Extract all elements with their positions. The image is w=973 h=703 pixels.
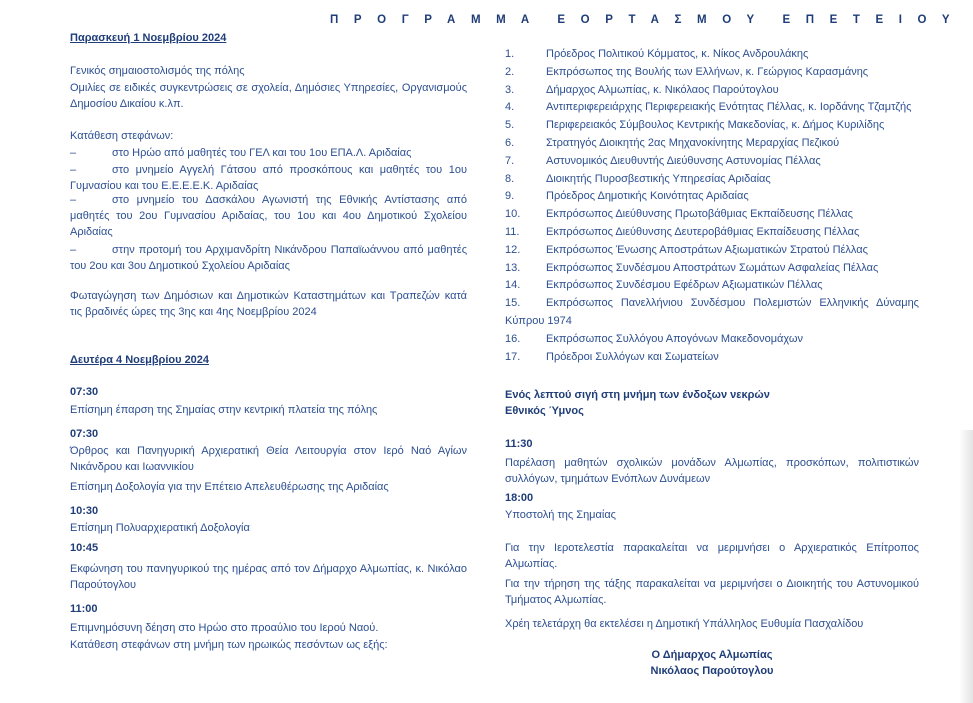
list-text: Δήμαρχος Αλμωπίας, κ. Νικόλαος Παρούτογλου	[546, 83, 779, 96]
wreath-list-item	[505, 135, 919, 153]
event-time: 18:00	[505, 492, 534, 504]
note: Για την Ιεροτελεστία παρακαλείται να μεριμνήσει ο Αρχιερατικός Επίτροπος Αλμωπίας.	[505, 542, 919, 570]
wreath-list-item	[505, 153, 919, 171]
event-text: Επίσημη έπαρση της Σημαίας στην κεντρική πλατεία της πόλης	[70, 404, 378, 416]
list-number: 8.	[505, 172, 515, 185]
wreath-list-item	[505, 99, 919, 117]
list-number: 5.	[505, 119, 515, 132]
list-number: 4.	[505, 101, 515, 114]
dash: –	[70, 164, 77, 176]
wreath-list-item	[505, 224, 919, 242]
list-number: 14.	[505, 279, 521, 292]
wreath-list-item	[505, 188, 919, 206]
wreaths-title: Κατάθεση στεφάνων:	[70, 130, 174, 142]
list-text: Εκπρόσωπος Συνδέσμου Εφέδρων Αξιωματικών Πέλλας	[546, 279, 823, 292]
silence-text: Ενός λεπτού σιγή στη μνήμη των ένδοξων νεκρών	[505, 389, 770, 401]
list-number: 1.	[505, 48, 515, 60]
dash: –	[70, 244, 77, 256]
list-text: Πρόεδρος Δημοτικής Κοινότητας Αριδαίας	[546, 190, 749, 203]
title-word-3: Ε Π Ε Τ Ε Ι Ο Υ	[782, 14, 956, 26]
list-text: Αντιπεριφερειάρχης Περιφερειακής Ενότητας Πέλλας, κ. Ιορδάνης Τζαμτζής	[546, 101, 912, 114]
list-number: 3.	[505, 83, 515, 96]
wreath-text: στο μνημείο του Δασκάλου Αγωνιστή της Εθνικής Αντίστασης από μαθητές του 2ου Γυμνασίου Αριδαίας, του 1ου και 4ου Δημοτικού Σχολείου Αριδαίας	[70, 194, 467, 238]
wreath-list-item	[505, 331, 919, 349]
event-text: Παρέλαση μαθητών σχολικών μονάδων Αλμωπίας, προσκόπων, πολιτιστικών συλλόγων, τμημάτων Ενόπλων Δυνάμεων	[505, 457, 919, 485]
note: Για την τήρηση της τάξης παρακαλείται να μεριμνήσει ο Διοικητής του Αστυνομικού Τμήματος Αλμωπίας.	[505, 578, 919, 606]
list-text: Εκπρόσωπος Διεύθυνσης Πρωτοβάθμιας Εκπαίδευσης Πέλλας	[546, 208, 853, 221]
event-time: 10:45	[70, 542, 99, 554]
wreath-list-item	[505, 277, 919, 295]
anthem-text: Εθνικός Ύμνος	[505, 405, 584, 417]
wreath-text: στο μνημείο Αγγελή Γάτσου από προσκόπους και μαθητές του 1ου Γυμνασίου και του Ε.Ε.Ε.Ε.Κ. Αριδαίας	[70, 164, 467, 192]
event-text-2: Επίσημη Δοξολογία για την Επέτειο Απελευθέρωσης της Αριδαίας	[70, 481, 389, 493]
list-text: Εκπρόσωπος Συνδέσμου Αποστράτων Σωμάτων Ασφαλείας Πέλλας	[546, 261, 879, 274]
wreath-list-item	[505, 242, 919, 260]
title-word-1: Π Ρ Ο Γ Ρ Α Μ Μ Α	[330, 14, 536, 26]
event-time: 11:30	[505, 438, 533, 450]
list-text: Εκπρόσωπος Συλλόγου Απογόνων Μακεδονομάχων	[546, 332, 803, 345]
list-number: 11.	[505, 225, 520, 238]
list-number: 9.	[505, 190, 515, 203]
event-text: Εκφώνηση του πανηγυρικού της ημέρας από τον Δήμαρχο Αλμωπίας, κ. Νικόλαο Παρούτογλου	[70, 563, 467, 591]
list-number: 12.	[505, 243, 521, 256]
day1-flags: Γενικός σημαιοστολισμός της πόλης	[70, 65, 245, 77]
list-text: Εκπρόσωπος Διεύθυνσης Δευτεροβάθμιας Εκπαίδευσης Πέλλας	[546, 225, 860, 238]
wreath-list	[505, 46, 919, 366]
title-word-2: Ε Ο Ρ Τ Α Σ Μ Ο Υ	[557, 14, 761, 26]
wreath-list-item	[505, 295, 919, 331]
list-number: 13.	[505, 261, 521, 274]
list-number: 7.	[505, 154, 515, 167]
list-text: Εκπρόσωπος της Βουλής των Ελλήνων, κ. Γεώργιος Καρασμάνης	[546, 65, 869, 78]
signature-title: Ο Δήμαρχος Αλμωπίας	[651, 649, 773, 661]
event-text: Όρθρος και Πανηγυρική Αρχιερατική Θεία Λειτουργία στον Ιερό Ναό Αγίων Νικάνδρου και Ιωαννικίου	[70, 445, 467, 473]
wreath-text: στο Ηρώο από μαθητές του ΓΕΛ και του 1ου ΕΠΑ.Λ. Αριδαίας	[112, 147, 412, 159]
dash: –	[70, 147, 77, 159]
wreath-list-item	[505, 206, 919, 224]
day2-header: Δευτέρα 4 Νοεμβρίου 2024	[70, 354, 210, 366]
wreath-list-item	[505, 64, 919, 82]
wreath-text: στην προτομή του Αρχιμανδρίτη Νικάνδρου Παπαϊωάννου από μαθητές του 2ου και 3ου Δημοτικού Σχολείου Αριδαίας	[70, 244, 467, 272]
list-text: Εκπρόσωπος Ένωσης Αποστράτων Αξιωματικών Στρατού Πέλλας	[546, 243, 868, 256]
list-number: 6.	[505, 136, 515, 149]
list-number: 16.	[505, 332, 521, 345]
signature-name: Νικόλαος Παρούτογλου	[650, 665, 774, 677]
document-title	[330, 14, 956, 26]
event-text: Επιμνημόσυνη δέηση στο Ηρώο στο προαύλιο του Ιερού Ναού.	[70, 622, 379, 634]
list-number: 10.	[505, 208, 521, 221]
list-text: Πρόεδροι Συλλόγων και Σωματείων	[546, 350, 719, 363]
lighting-note: Φωταγώγηση των Δημόσιων και Δημοτικών Καταστημάτων και Τραπεζών κατά τις βραδινές ώρες της 3ης και 4ης Νοεμβρίου 2024	[70, 290, 467, 318]
day1-header: Παρασκευή 1 Νοεμβρίου 2024	[70, 32, 227, 44]
event-text: Επίσημη Πολυαρχιερατική Δοξολογία	[70, 522, 250, 534]
wreath-item	[70, 242, 467, 274]
wreath-item	[70, 162, 467, 194]
event-time: 07:30	[70, 386, 99, 398]
list-text: Στρατηγός Διοικητής 2ας Μηχανοκίνητης Μεραρχίας Πεζικού	[546, 136, 840, 149]
note: Χρέη τελετάρχη θα εκτελέσει η Δημοτική Υπάλληλος Ευθυμία Πασχαλίδου	[505, 618, 864, 630]
dash: –	[70, 194, 77, 206]
wreath-list-item	[505, 349, 919, 367]
list-text: Διοικητής Πυροσβεστικής Υπηρεσίας Αριδαίας	[546, 172, 771, 185]
event-time: 07:30	[70, 428, 99, 440]
list-text: Πρόεδρος Πολιτικού Κόμματος, κ. Νίκος Ανδρουλάκης	[546, 48, 809, 60]
wreath-list-item	[505, 117, 919, 135]
list-number: 17.	[505, 350, 521, 363]
list-number: 15.	[505, 297, 521, 310]
event-time: 10:30	[70, 505, 99, 517]
list-text: Εκπρόσωπος Πανελλήνιου Συνδέσμου Πολεμιστών Ελληνικής Δύναμης Κύπρου 1974	[505, 297, 919, 327]
wreath-item	[70, 192, 467, 240]
list-text: Περιφερειακός Σύμβουλος Κεντρικής Μακεδονίας, κ. Δήμος Κυριλίδης	[546, 119, 885, 132]
page-edge-shadow	[959, 430, 973, 703]
event-text: Υποστολή της Σημαίας	[505, 509, 616, 521]
wreath-list-item	[505, 46, 919, 64]
list-text: Αστυνομικός Διευθυντής Διεύθυνσης Αστυνομίας Πέλλας	[546, 154, 821, 167]
wreath-item	[70, 145, 467, 161]
list-number: 2.	[505, 65, 515, 78]
wreath-list-item	[505, 171, 919, 189]
event-time: 11:00	[70, 603, 98, 615]
event-text-2: Κατάθεση στεφάνων στη μνήμη των ηρωικώς πεσόντων ως εξής:	[70, 639, 388, 651]
wreath-list-item	[505, 82, 919, 100]
day1-speeches: Ομιλίες σε ειδικές συγκεντρώσεις σε σχολεία, Δημόσιες Υπηρεσίες, Οργανισμούς Δημοσίου Δικαίου κ.λπ.	[70, 82, 467, 110]
wreath-list-item	[505, 260, 919, 278]
